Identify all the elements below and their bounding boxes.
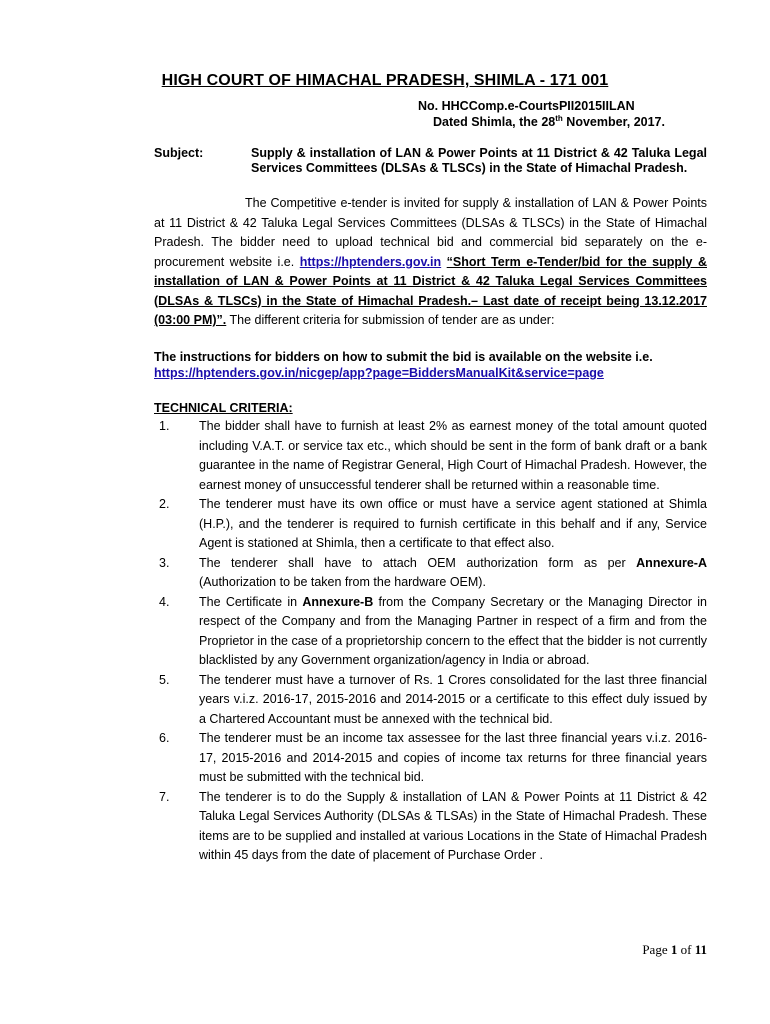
item-text-after: from the Company Secretary or the Managing Director in respect of the Company and from the Managing Partner in respect of a firm and from the Proprietor in the case of a proprietorship concern to the effect that the bidder is not currently blacklisted by any Government organization/agency in India or abroad. xyxy=(199,594,707,667)
item-text: The tenderer is to do the Supply & installation of LAN & Power Points at 11 District & 42 Taluka Legal Services Authority (DLSAs & TLSAs) in the State of Himachal Pradesh. These items are to be supplied and installed at various Locations in the State of Himachal Pradesh within 45 days from the date of placement of Purchase Order . xyxy=(199,789,707,862)
date-suffix: November, 2017. xyxy=(562,115,665,129)
of-word: of xyxy=(677,942,695,957)
item-number: 7. xyxy=(159,789,170,804)
reference-number: No. HHCComp.e-CourtsPII2015IILAN xyxy=(418,99,635,113)
hptenders-link[interactable]: https://hptenders.gov.in xyxy=(299,254,442,269)
list-item xyxy=(154,554,707,593)
page-footer xyxy=(642,942,707,958)
item-text-before: The Certificate in xyxy=(199,594,303,609)
dated-line xyxy=(418,114,665,130)
item-text: The tenderer must be an income tax assessee for the last three financial years v.i.z. 2016-17, 2015-2016 and 2014-2015 and copies of income tax returns for three financial years must be submitted with the technical bid. xyxy=(199,731,707,784)
intro-text-2: The different criteria for submission of tender are as under: xyxy=(226,313,555,327)
list-item xyxy=(154,788,707,866)
item-text: The tenderer must have its own office or must have a service agent stationed at Shimla (H.P.), and the tenderer is required to furnish certificate in this behalf and if any, Service Agent is stationed at Shimla, then a certificate to that effect also. xyxy=(199,497,707,550)
list-item xyxy=(154,671,707,730)
bidders-manual-link[interactable]: https://hptenders.gov.in/nicgep/app?page=BiddersManualKit&service=page xyxy=(154,366,604,380)
list-item xyxy=(154,593,707,671)
instructions-text: The instructions for bidders on how to submit the bid is available on the website i.e. xyxy=(154,350,653,364)
item-number: 4. xyxy=(159,594,170,609)
date-superscript: th xyxy=(555,113,563,123)
page-word: Page xyxy=(642,942,671,957)
reference-block xyxy=(418,98,665,130)
page-total: 11 xyxy=(694,942,707,957)
list-item xyxy=(154,417,707,495)
item-text: The tenderer must have a turnover of Rs. 1 Crores consolidated for the last three financial years v.i.z. 2016-17, 2015-2016 and 2014-2015 or a certificate to this effect duly issued by a Chartered Accountant must be annexed with the technical bid. xyxy=(199,672,707,726)
list-item xyxy=(154,495,707,554)
item-number: 5. xyxy=(159,672,170,687)
item-number: 6. xyxy=(159,731,170,745)
page-title: HIGH COURT OF HIMACHAL PRADESH, SHIMLA - 171 001 xyxy=(161,72,609,89)
item-text: The bidder shall have to furnish at least 2% as earnest money of the total amount quoted including V.A.T. or service tax etc., which should be sent in the form of bank draft or a bank guarantee in the name of Registrar General, High Court of Himachal Pradesh. However, the earnest money of unsuccessful tenderer shall be returned within a reasonable time. xyxy=(199,419,707,492)
technical-criteria-heading: TECHNICAL CRITERIA: xyxy=(154,401,293,415)
intro-paragraph xyxy=(154,194,707,331)
annexure-a-label: Annexure-A xyxy=(636,555,707,570)
date-prefix: Dated Shimla, the 28 xyxy=(433,115,556,129)
instructions-block xyxy=(154,349,707,381)
intro-text-1: The Competitive e-tender is invited for supply & installation of LAN & Power Points at 11 District & 42 Taluka Legal Services Committees (DLSAs & TLSCs) in the State of Himachal Pradesh. The bidder need to upload technical bid and commercial bid separately on the e-procurement website i.e. xyxy=(154,196,707,269)
item-text-before: The tenderer shall have to attach OEM authorization form as per xyxy=(199,555,637,570)
tender-title: “Short Term e-Tender/bid for the supply & installation of LAN & Power Points at 11 District & 42 Taluka Legal Services Committees (DLSAs & TLSCs) in the State of Himachal Pradesh.– Last date of receipt being 13.12.2017 (03:00 PM)”. xyxy=(154,254,707,327)
annexure-b-label: Annexure-B xyxy=(302,594,374,609)
subject-label: Subject: xyxy=(154,146,204,160)
page-current: 1 xyxy=(670,942,678,957)
item-text-after: (Authorization to be taken from the hardware OEM). xyxy=(199,575,486,589)
item-number: 2. xyxy=(159,497,170,511)
item-number: 1. xyxy=(159,419,170,433)
list-item xyxy=(154,729,707,788)
item-number: 3. xyxy=(159,555,170,570)
subject-text: Supply & installation of LAN & Power Points at 11 District & 42 Taluka Legal Services Committees (DLSAs & TLSCs) in the State of Himachal Pradesh. xyxy=(251,146,707,175)
technical-criteria-list xyxy=(154,417,707,866)
